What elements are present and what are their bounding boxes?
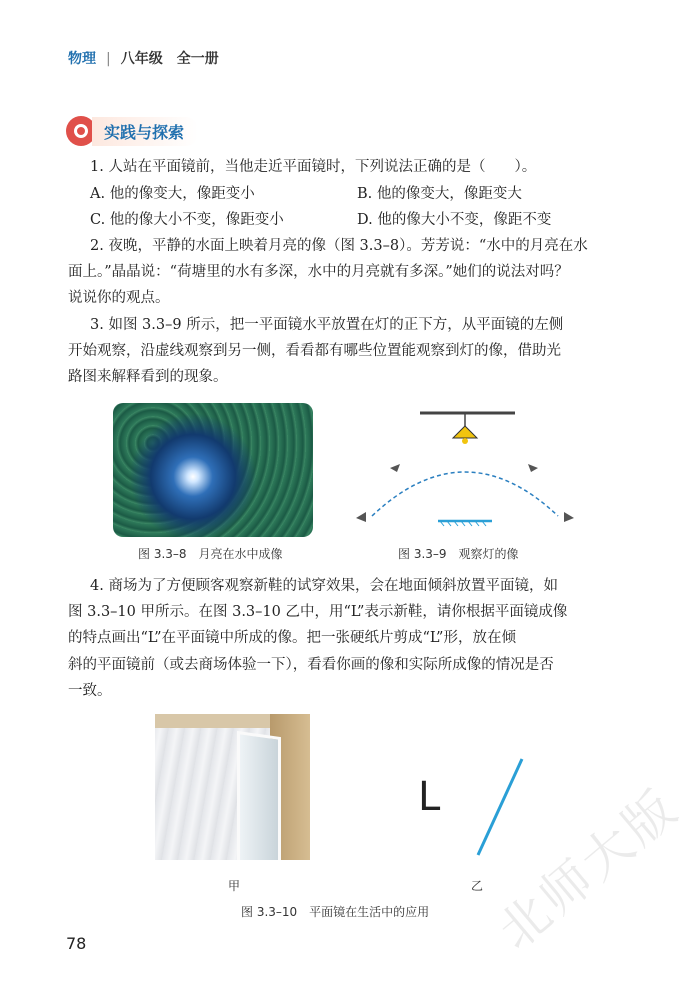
q3-line: 开始观察，沿虚线观察到另一侧，看看都有哪些位置能观察到灯的像，借助光 (68, 343, 561, 359)
fig-3-3-10-caption: 图 3.3–10 平面镜在生活中的应用 (241, 905, 430, 919)
page-number: 78 (66, 934, 87, 953)
q4-line: 图 3.3–10 甲所示。在图 3.3–10 乙中，用“L”表示新鞋，请你根据平面镜成像 (68, 604, 568, 620)
dashed-path (372, 472, 558, 516)
q1-stem: 1. 人站在平面镜前，当他走近平面镜时，下列说法正确的是（ ）。 (90, 159, 537, 175)
fig-3-3-8-caption: 图 3.3–8 月亮在水中成像 (138, 547, 283, 561)
fig-b-label: 乙 (471, 879, 484, 893)
q2-line: 面上。”晶晶说：“荷塘里的水有多深，水中的月亮就有多深。”她们的说法对吗？ (68, 264, 569, 280)
lamp-mirror-diagram (350, 408, 580, 533)
grade-label: 八年级 全一册 (120, 51, 219, 67)
watermark: 北师大版 (487, 777, 690, 961)
eye-icon (356, 512, 366, 522)
q4-line: 的特点画出“L”在平面镜中所成的像。把一张硬纸片剪成“L”形，放在倾 (68, 630, 516, 646)
fig-a-label: 甲 (228, 879, 241, 893)
fig-3-3-9-caption: 图 3.3–9 观察灯的像 (398, 547, 519, 561)
q1-option-a: A. 他的像变大，像距变小 (90, 186, 255, 202)
q1-option-d: D. 他的像大小不变，像距不变 (357, 212, 552, 228)
l-letter: L (418, 774, 441, 820)
q3-line: 路图来解释看到的现象。 (68, 369, 228, 385)
q2-line: 2. 夜晚，平静的水面上映着月亮的像（图 3.3–8）。芳芳说：“水中的月亮在水 (90, 238, 588, 254)
section-title: 实践与探索 (92, 117, 198, 146)
header-separator: | (106, 51, 111, 67)
q4-line: 一致。 (68, 683, 112, 699)
q2-line: 说说你的观点。 (68, 290, 170, 306)
moon-in-water-photo (113, 403, 313, 537)
q4-line: 4. 商场为了方便顾客观察新鞋的试穿效果，会在地面倾斜放置平面镜，如 (90, 578, 558, 594)
section-heading (66, 116, 198, 146)
q1-option-c: C. 他的像大小不变，像距变小 (90, 212, 284, 228)
eye-icon (564, 512, 574, 522)
q3-line: 3. 如图 3.3–9 所示，把一平面镜水平放置在灯的正下方，从平面镜的左侧 (90, 317, 564, 333)
tilted-mirror (478, 759, 522, 855)
eye-icon (528, 464, 538, 472)
shoe-store-mirror-photo (155, 714, 310, 860)
eye-icon (390, 464, 400, 472)
running-header (68, 48, 219, 68)
l-shoe-mirror-diagram (410, 755, 530, 860)
q4-line: 斜的平面镜前（或去商场体验一下），看看你画的像和实际所成像的情况是否 (68, 657, 554, 673)
subject-label: 物理 (68, 51, 96, 67)
mirror (438, 521, 492, 526)
lamp-icon (453, 426, 477, 438)
q1-option-b: B. 他的像变大，像距变大 (357, 186, 522, 202)
